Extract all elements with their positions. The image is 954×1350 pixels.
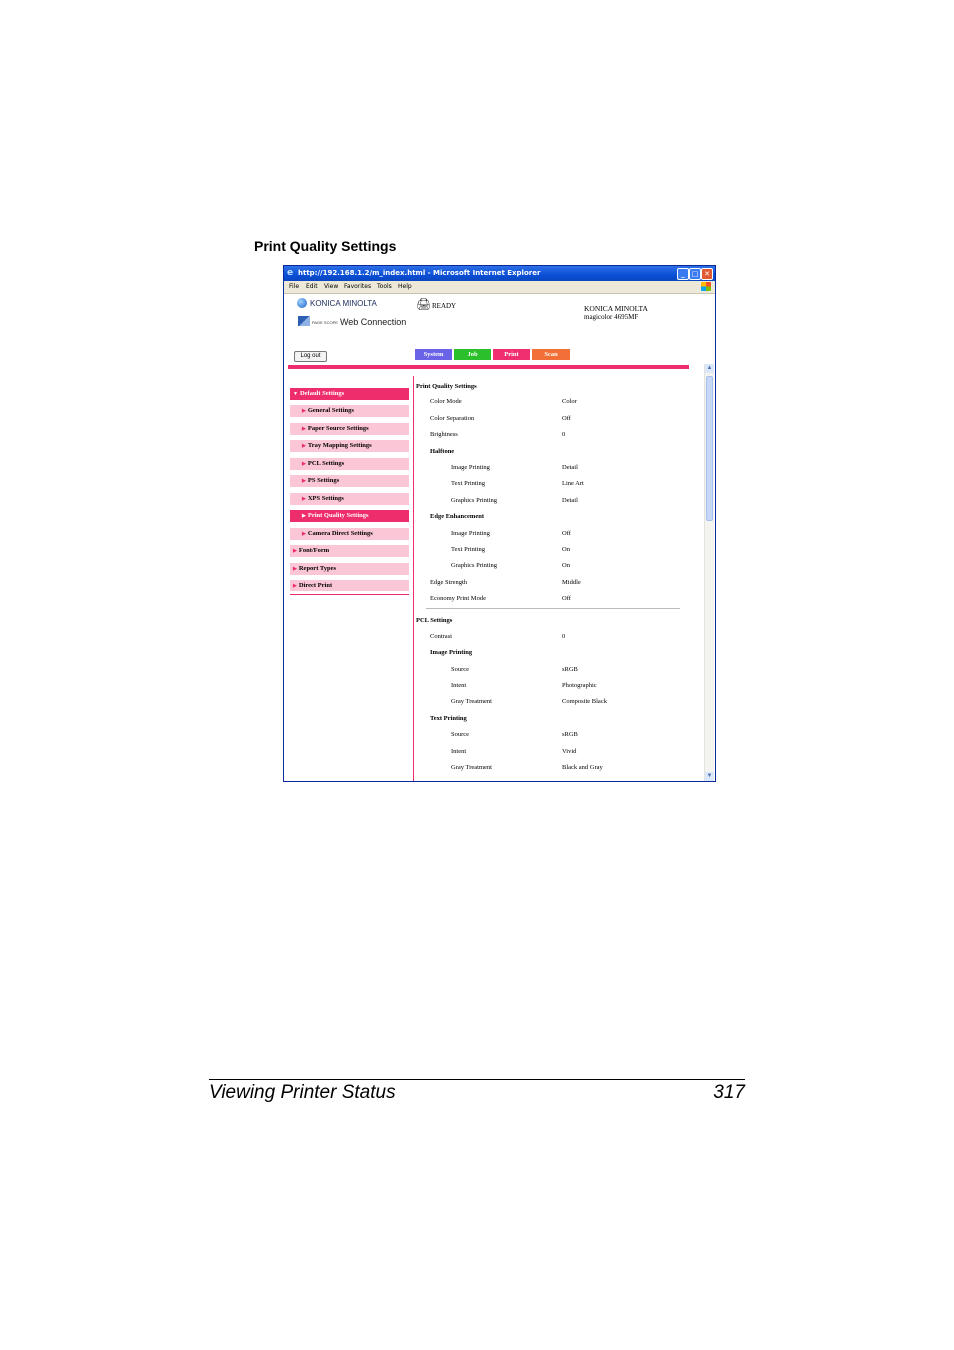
sidebar-item-print-quality-settings[interactable]: ▶ Print Quality Settings (290, 510, 409, 522)
menu-bar (284, 281, 715, 294)
maximize-button[interactable]: □ (689, 268, 701, 280)
settings-row: Gray Treatment Composite Black (451, 698, 607, 705)
scroll-down-icon[interactable]: ▼ (706, 773, 713, 779)
tab-print[interactable]: Print (493, 349, 530, 360)
konica-minolta-logo: KONICA MINOLTA (297, 298, 377, 308)
scroll-thumb[interactable] (706, 376, 713, 521)
header-divider (288, 365, 689, 369)
settings-group-heading: Image Printing (430, 649, 473, 656)
settings-row: Economy Print Mode Off (430, 595, 571, 602)
menu-view[interactable]: View (324, 283, 339, 290)
settings-row: Gray Treatment Black and Gray (451, 764, 603, 771)
menu-tools[interactable]: Tools (377, 283, 392, 290)
menu-help[interactable]: Help (398, 283, 412, 290)
settings-row: Source sRGB (451, 666, 578, 673)
settings-row: Graphics Printing Detail (451, 497, 578, 504)
settings-group-heading: Text Printing (430, 715, 467, 722)
tab-system[interactable]: System (415, 349, 452, 360)
settings-row: Intent Photographic (451, 682, 597, 689)
minimize-button[interactable]: _ (677, 268, 689, 280)
settings-group-heading: Halftone (430, 448, 455, 455)
settings-row: Source sRGB (451, 731, 578, 738)
settings-row: Graphics Printing On (451, 562, 570, 569)
settings-row: Edge Strength Middle (430, 579, 581, 586)
close-button[interactable]: ✕ (701, 268, 713, 280)
sidebar-bottom-line (290, 594, 409, 595)
pcl-settings-title: PCL Settings (416, 617, 453, 624)
sidebar-item-report-types[interactable]: ▶ Report Types (290, 563, 409, 575)
sidebar-item-general-settings[interactable]: ▶ General Settings (290, 405, 409, 417)
sidebar-item-direct-print[interactable]: ▶ Direct Print (290, 580, 409, 591)
sidebar-item-tray-mapping-settings[interactable]: ▶ Tray Mapping Settings (290, 440, 409, 452)
browser-window (283, 265, 716, 782)
settings-row: Image Printing Off (451, 530, 571, 537)
settings-row: Text Printing Line Art (451, 480, 584, 487)
settings-row: Color Mode Color (430, 398, 577, 405)
page-number: 317 (713, 1082, 745, 1103)
printer-icon: 🖨 (416, 297, 432, 311)
settings-row: Color Separation Off (430, 415, 571, 422)
title-bar (284, 266, 715, 281)
menu-file[interactable]: File (289, 283, 300, 290)
vertical-scrollbar[interactable] (704, 364, 714, 781)
sidebar-item-ps-settings[interactable]: ▶ PS Settings (290, 475, 409, 487)
tab-job[interactable]: Job (454, 349, 491, 360)
pagescope-web-connection-logo: PAGE SCOPE Web Connection (298, 316, 406, 327)
footer-rule (209, 1079, 745, 1080)
section-heading: Print Quality Settings (254, 238, 397, 254)
sidebar-item-default-settings[interactable]: ▼ Default Settings (290, 388, 409, 400)
settings-row: Brightness 0 (430, 431, 566, 438)
tab-scan[interactable]: Scan (532, 349, 570, 360)
settings-row: Intent Vivid (451, 748, 577, 755)
brand-name: KONICA MINOLTA (584, 304, 648, 313)
section-divider (426, 608, 680, 609)
footer-title: Viewing Printer Status (209, 1082, 396, 1103)
sidebar-item-camera-direct-settings[interactable]: ▶ Camera Direct Settings (290, 528, 409, 540)
ie-icon: e (287, 268, 294, 278)
settings-group-heading: Edge Enhancement (430, 513, 484, 520)
page-viewport (284, 294, 715, 781)
settings-row: Text Printing On (451, 546, 570, 553)
printer-status: READY (432, 302, 457, 310)
windows-logo-icon (701, 282, 711, 291)
menu-edit[interactable]: Edit (306, 283, 318, 290)
logout-button[interactable]: Log out (294, 351, 327, 362)
sidebar-item-xps-settings[interactable]: ▶ XPS Settings (290, 493, 409, 505)
sidebar-item-pcl-settings[interactable]: ▶ PCL Settings (290, 458, 409, 470)
pagescope-icon (298, 316, 310, 326)
content-divider (413, 376, 414, 782)
sidebar-item-paper-source-settings[interactable]: ▶ Paper Source Settings (290, 423, 409, 435)
settings-row: Image Printing Detail (451, 464, 578, 471)
sidebar-item-font-form[interactable]: ▶ Font/Form (290, 545, 409, 557)
print-quality-title: Print Quality Settings (416, 383, 477, 390)
settings-row: Contrast 0 (430, 633, 566, 640)
scroll-up-icon[interactable]: ▲ (706, 365, 713, 371)
globe-icon (297, 298, 307, 308)
menu-favorites[interactable]: Favorites (344, 283, 372, 290)
model-name: magicolor 4695MF (584, 313, 639, 321)
window-title: http://192.168.1.2/m_index.html - Microsoft Internet Explorer (298, 269, 541, 277)
